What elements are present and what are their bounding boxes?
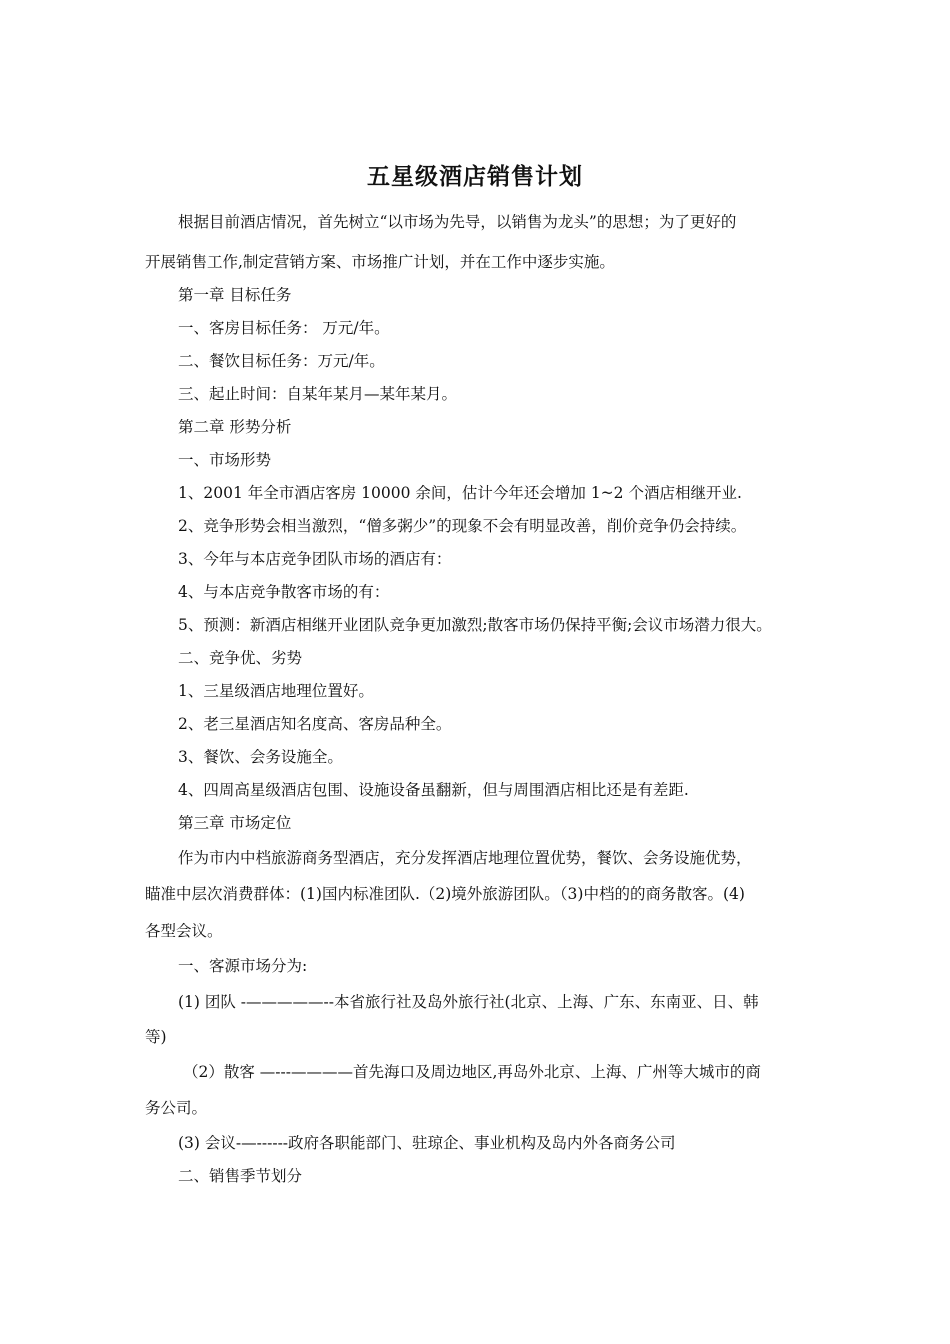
list-item: 4、四周高星级酒店包围、设施设备虽翻新，但与周围酒店相比还是有差距. <box>178 781 689 799</box>
list-item: （2）散客 —---————首先海口及周边地区,再岛外北京、上海、广州等大城市的商 <box>183 1063 761 1081</box>
paragraph-line: 作为市内中档旅游商务型酒店，充分发挥酒店地理位置优势，餐饮、会务设施优势， <box>178 849 752 867</box>
chapter-heading: 第三章 市场定位 <box>178 814 292 832</box>
list-item-continuation: 等) <box>145 1028 167 1046</box>
list-item: 4、与本店竞争散客市场的有： <box>178 583 390 601</box>
list-item: 1、三星级酒店地理位置好。 <box>178 682 374 700</box>
section-heading: 二、销售季节划分 <box>178 1167 303 1185</box>
list-item: 二、餐饮目标任务：万元/年。 <box>178 352 385 370</box>
document-title: 五星级酒店销售计划 <box>367 164 583 190</box>
list-item: 三、起止时间：自某年某月—某年某月。 <box>178 385 458 403</box>
list-item: (1) 团队 -—————--本省旅行社及岛外旅行社(北京、上海、广东、东南亚、日、韩 <box>178 993 759 1011</box>
paragraph-line: 各型会议。 <box>145 922 223 940</box>
list-item: 一、客房目标任务： 万元/年。 <box>178 319 390 337</box>
list-item: 5、预测：新酒店相继开业团队竞争更加激烈;散客市场仍保持平衡;会议市场潜力很大。 <box>178 616 772 634</box>
chapter-heading: 第一章 目标任务 <box>178 286 292 304</box>
section-heading: 二、竞争优、劣势 <box>178 649 303 667</box>
list-item: (3) 会议-—------政府各职能部门、驻琼企、事业机构及岛内外各商务公司 <box>178 1134 676 1152</box>
intro-paragraph-line: 开展销售工作,制定营销方案、市场推广计划，并在工作中逐步实施。 <box>145 253 615 271</box>
paragraph-line: 瞄准中层次消费群体：(1)国内标准团队.（2)境外旅游团队。（3)中档的的商务散客。(4) <box>145 885 745 903</box>
list-item: 2、老三星酒店知名度高、客房品种全。 <box>178 715 452 733</box>
section-heading: 一、市场形势 <box>178 451 272 469</box>
chapter-heading: 第二章 形势分析 <box>178 418 292 436</box>
list-item: 3、餐饮、会务设施全。 <box>178 748 343 766</box>
list-item: 2、竞争形势会相当激烈，“僧多粥少”的现象不会有明显改善，削价竞争仍会持续。 <box>178 517 747 535</box>
list-item-continuation: 务公司。 <box>145 1099 208 1117</box>
intro-paragraph-line: 根据目前酒店情况，首先树立“以市场为先导，以销售为龙头”的思想；为了更好的 <box>178 213 737 231</box>
list-item: 1、2001 年全市酒店客房 10000 余间，估计今年还会增加 1~2 个酒店相继开业. <box>178 484 742 502</box>
list-item: 3、今年与本店竞争团队市场的酒店有： <box>178 550 452 568</box>
section-heading: 一、客源市场分为: <box>178 957 308 975</box>
